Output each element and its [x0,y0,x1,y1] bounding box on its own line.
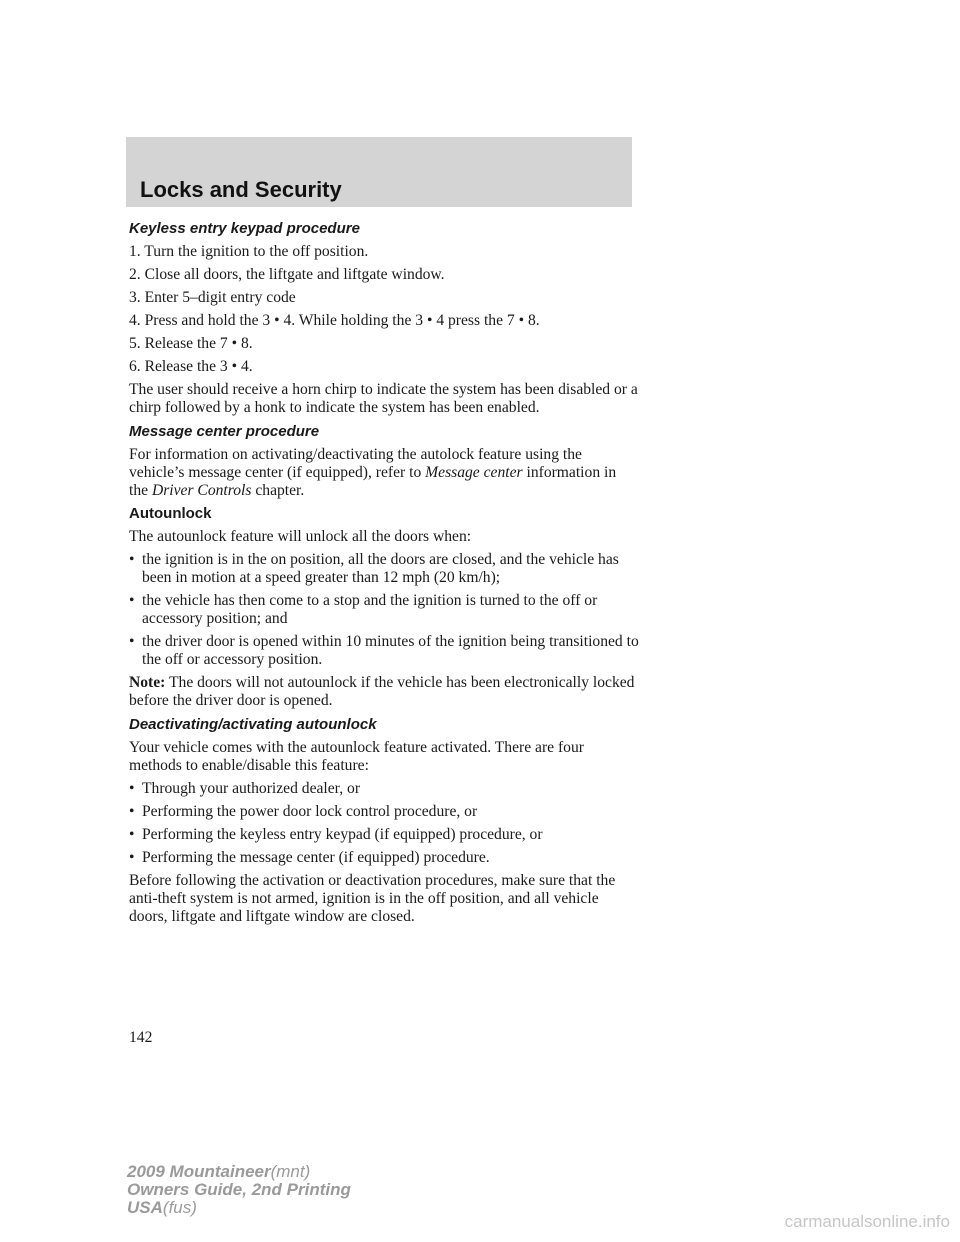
keypad-step: 3. Enter 5–digit entry code [129,289,296,306]
bullet-text: Performing the power door lock control procedure, or [142,803,478,820]
bullet-dot: • [129,826,135,843]
bullet-text: Performing the keyless entry keypad (if equipped) procedure, or [142,826,543,843]
note-text: The doors will not autounlock if the vehicle has been electronically locked before the driver door is opened. [129,674,635,709]
driver-controls-reference: Driver Controls [151,482,252,499]
autounlock-intro: The autounlock feature will unlock all the doors when: [129,528,472,545]
footer-market-code: (fus) [162,1198,197,1217]
autounlock-bullet-item [129,633,639,669]
bullet-text: Performing the message center (if equipped) procedure. [142,849,490,866]
keypad-step: 1. Turn the ignition to the off position. [129,243,369,260]
message-center-text: chapter. [251,482,305,499]
message-center-heading: Message center procedure [129,423,320,440]
bullet-text: Through your authorized dealer, or [142,780,361,797]
keypad-step: 5. Release the 7 • 8. [129,335,253,352]
method-bullet-item [129,826,639,844]
autounlock-bullet-item [129,551,639,587]
bullet-dot: • [129,551,135,568]
keypad-step: 4. Press and hold the 3 • 4. While holding the 3 • 4 press the 7 • 8. [129,312,540,329]
page-number: 142 [129,1029,153,1046]
method-bullet-item [129,780,639,798]
section-header-band [126,137,632,207]
bullet-text: the vehicle has then come to a stop and the ignition is turned to the off or accessory position; and [142,592,598,627]
site-watermark: carmanualsonline.info [784,1212,950,1231]
message-center-text: For information on activating/deactivating the autolock feature using the vehicle’s message center (if equipped), refer to [129,446,582,481]
bullet-text: the driver door is opened within 10 minutes of the ignition being transitioned to the off or accessory position. [142,633,639,668]
autounlock-heading: Autounlock [129,505,212,522]
keypad-result-paragraph: The user should receive a horn chirp to indicate the system has been disabled or a chirp followed by a honk to indicate the system has been enabled. [129,381,638,416]
document-footer [127,1163,351,1217]
footer-printing: Owners Guide, 2nd Printing [127,1180,351,1199]
footer-line [127,1199,351,1217]
method-bullet-item [129,849,639,867]
section-title: Locks and Security [140,177,342,202]
deactivating-closing-paragraph: Before following the activation or deactivation procedures, make sure that the anti-theft system is not armed, ignition is in the off position, and all vehicle doors, liftgate and liftgate window are closed. [129,872,616,925]
note-label: Note: [129,674,166,691]
keypad-step: 2. Close all doors, the liftgate and liftgate window. [129,266,445,283]
footer-model: 2009 Mountaineer [127,1162,271,1181]
message-center-text: information in the [129,464,617,499]
message-center-paragraph [129,446,639,500]
page-content [129,220,639,931]
message-center-reference: Message center [425,464,523,481]
bullet-dot: • [129,633,135,650]
bullet-dot: • [129,780,135,797]
autounlock-bullet-item [129,592,639,628]
bullet-dot: • [129,803,135,820]
bullet-dot: • [129,849,135,866]
deactivating-autounlock-heading: Deactivating/activating autounlock [129,716,377,733]
bullet-text: the ignition is in the on position, all the doors are closed, and the vehicle has been in motion at a speed greater than 12 mph (20 km/h); [142,551,619,586]
keypad-step: 6. Release the 3 • 4. [129,358,253,375]
footer-market: USA [127,1198,163,1217]
autounlock-note [129,674,639,710]
footer-line [127,1181,351,1199]
footer-model-code: (mnt) [270,1162,311,1181]
method-bullet-item [129,803,639,821]
deactivating-intro: Your vehicle comes with the autounlock feature activated. There are four methods to enable/disable this feature: [129,739,584,774]
bullet-dot: • [129,592,135,609]
footer-line [127,1163,351,1181]
keypad-procedure-heading: Keyless entry keypad procedure [129,220,360,237]
